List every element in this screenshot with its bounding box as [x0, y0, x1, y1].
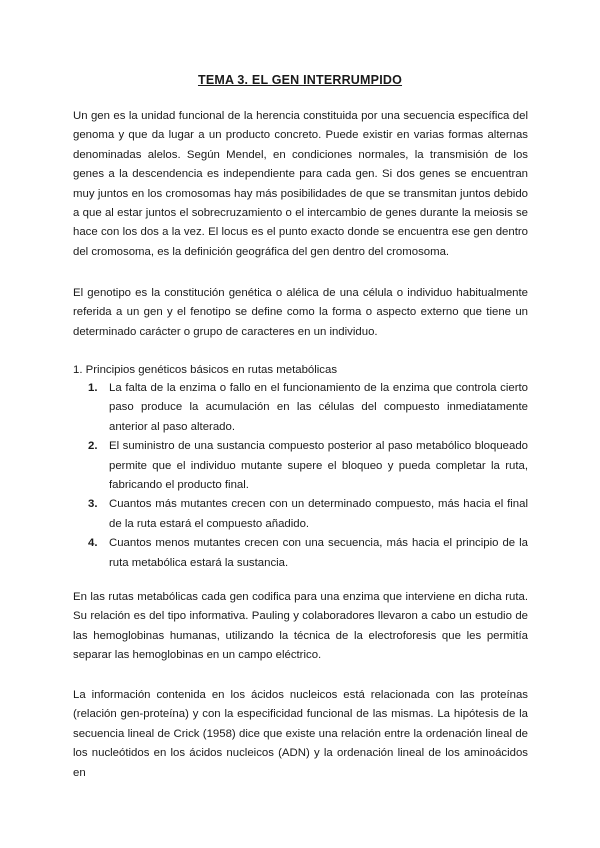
- paragraph-crick-hypothesis: La información contenida en los ácidos nucleicos está relacionada con las proteínas (relación gen-proteína) y con la especificidad funcional de las mismas. La hipótesis de la secuencia lineal de Crick (1958) dice que existe una relación entre la ordenación lineal de los nucleótidos en los ácidos nucleicos (ADN) y la ordenación lineal de los aminoácidos en: [73, 689, 528, 779]
- list-item: [73, 534, 528, 573]
- principles-list: [73, 379, 528, 573]
- list-item-number: 3.: [88, 498, 98, 511]
- list-item-number: 4.: [88, 537, 98, 550]
- paragraph-metabolic-routes: En las rutas metabólicas cada gen codifica para una enzima que interviene en dicha ruta. Su relación es del tipo informativa. Pauling y colaboradores llevaron a cabo un estudio de las hemoglobinas humanas, utilizando la técnica de la electroforesis que les permitía separar las hemoglobinas en un campo eléctrico.: [73, 591, 528, 662]
- section-heading: 1. Principios genéticos básicos en rutas metabólicas: [73, 364, 338, 376]
- list-item-text: El suministro de una sustancia compuesto posterior al paso metabólico bloqueado permite que el individuo mutante supere el bloqueo y pueda completar la ruta, fabricando el producto final.: [109, 440, 528, 492]
- list-item-text: Cuantos más mutantes crecen con un determinado compuesto, más hacia el final de la ruta estará el compuesto añadido.: [109, 498, 528, 530]
- list-item-text: La falta de la enzima o fallo en el funcionamiento de la enzima que controla cierto paso produce la acumulación en las células del compuesto inmediatamente anterior al paso alterado.: [109, 382, 528, 433]
- paragraph-genotype: El genotipo es la constitución genética o alélica de una célula o individuo habitualmente referida a un gen y el fenotipo se define como la forma o aspecto externo que tiene un determinado carácter o grupo de caracteres en un individuo.: [73, 287, 528, 338]
- list-item: [73, 437, 528, 495]
- list-item: [73, 495, 528, 534]
- paragraph-gene-definition: Un gen es la unidad funcional de la herencia constituida por una secuencia específica del genoma y que da lugar a un producto concreto. Puede existir en varias formas alternas denominadas alelos. Según Mendel, en condiciones normales, la transmisión de los genes a la descendencia es independiente para cada gen. Si dos genes se encuentran muy juntos en los cromosomas hay más posibilidades de que se transmitan juntos debido a que al estar juntos el sobrecruzamiento o el intercambio de genes durante la meiosis se hace con los dos a la vez. El locus es el punto exacto donde se encuentra ese gen dentro del cromosoma, es la definición geográfica del gen dentro del cromosoma.: [73, 110, 528, 258]
- list-item-text: Cuantos menos mutantes crecen con una secuencia, más hacia el principio de la ruta metabólica estará la sustancia.: [109, 537, 528, 569]
- list-item-number: 2.: [88, 440, 98, 453]
- list-item-number: 1.: [88, 382, 98, 394]
- document-title: TEMA 3. EL GEN INTERRUMPIDO: [197, 73, 403, 87]
- list-item: [73, 379, 528, 437]
